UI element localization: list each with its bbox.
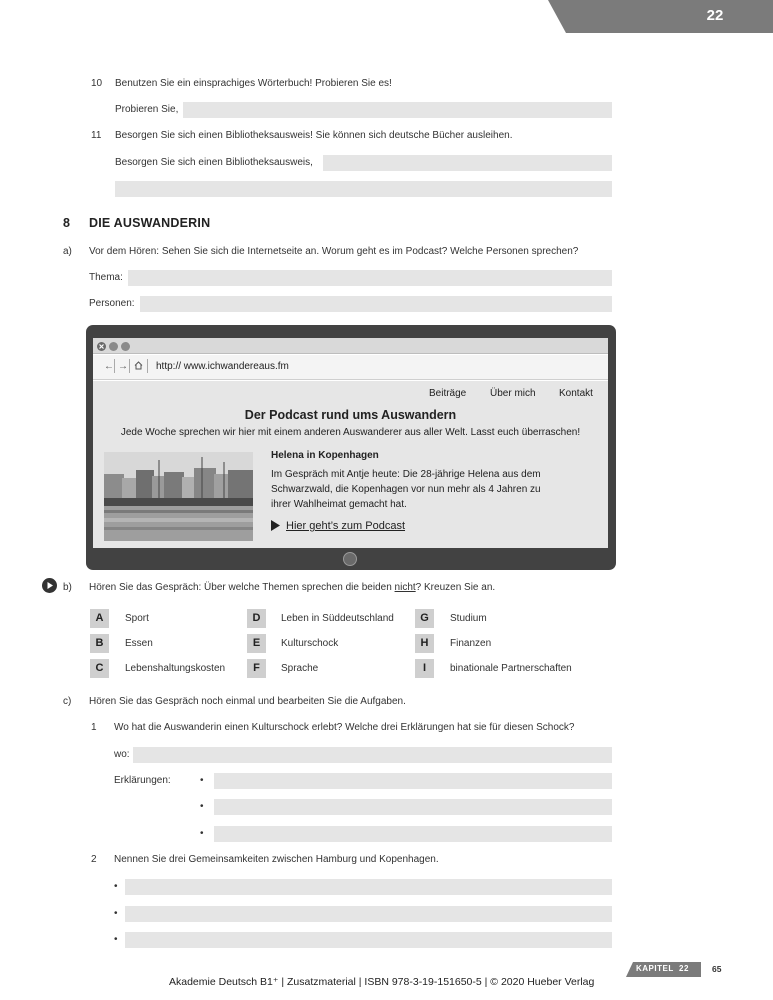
- episode-text-line-1: Im Gespräch mit Antje heute: Die 28-jährige Helena aus dem: [271, 469, 541, 480]
- episode-title: Helena in Kopenhagen: [271, 450, 379, 461]
- question-2-text: Nennen Sie drei Gemeinsamkeiten zwischen Hamburg und Kopenhagen.: [114, 854, 439, 865]
- browser-titlebar: [93, 338, 608, 354]
- podcast-link[interactable]: Hier geht’s zum Podcast: [286, 520, 406, 532]
- footer-credits: Akademie Deutsch B1⁺ | Zusatzmaterial | ISBN 978-3-19-151650-5 | © 2020 Hueber Verlag: [169, 976, 595, 988]
- option-i-box[interactable]: I: [415, 659, 434, 678]
- option-i-text: binationale Partnerschaften: [450, 663, 572, 674]
- part-b-instruction: [89, 582, 495, 593]
- option-a-text: Sport: [125, 613, 149, 624]
- url-text[interactable]: http:// www.ichwandereaus.fm: [156, 361, 289, 372]
- website-headline: Der Podcast rund ums Auswandern: [244, 408, 457, 422]
- home-icon[interactable]: [134, 361, 143, 373]
- nav-link-ueber-mich[interactable]: Über mich: [490, 388, 536, 399]
- bullet: •: [114, 908, 118, 919]
- part-b-label: b): [63, 582, 72, 593]
- copenhagen-photo: [104, 452, 253, 541]
- personen-field[interactable]: [140, 296, 612, 312]
- back-arrow-icon[interactable]: ←: [104, 361, 114, 372]
- question-2-number: 2: [91, 854, 97, 865]
- question-1-text: Wo hat die Auswanderin einen Kulturschock erlebt? Welche drei Erklärungen hat sie für diesen Schock?: [114, 722, 575, 733]
- episode-text-line-2: Schwarzwald, die Kopenhagen vor nun mehr als 4 Jahren zu: [271, 484, 541, 495]
- task-10-prompt: Benutzen Sie ein einsprachiges Wörterbuch! Probieren Sie es!: [115, 78, 392, 89]
- task-10-answer-field[interactable]: [183, 102, 612, 118]
- erklaerung-field-2[interactable]: [214, 799, 612, 815]
- bullet: •: [114, 881, 118, 892]
- option-h-box[interactable]: H: [415, 634, 434, 653]
- gemeinsamkeit-field-1[interactable]: [125, 879, 612, 895]
- option-b-box[interactable]: B: [90, 634, 109, 653]
- thema-label: Thema:: [89, 272, 123, 283]
- wo-label: wo:: [114, 749, 130, 760]
- gemeinsamkeit-field-2[interactable]: [125, 906, 612, 922]
- audio-play-icon[interactable]: [42, 578, 57, 596]
- option-c-box[interactable]: C: [90, 659, 109, 678]
- option-d-text: Leben in Süddeutschland: [281, 613, 394, 624]
- gemeinsamkeit-field-3[interactable]: [125, 932, 612, 948]
- task-11-answer-field-2[interactable]: [115, 181, 612, 197]
- tablet-home-button[interactable]: [343, 552, 357, 566]
- website-subline: Jede Woche sprechen wir hier mit einem anderen Auswanderer aus aller Welt. Lasst euch überraschen!: [120, 427, 581, 438]
- task-10-number: 10: [91, 78, 103, 89]
- minimize-window-icon[interactable]: [109, 342, 118, 351]
- option-d-box[interactable]: D: [247, 609, 266, 628]
- footer-chapter-label: KAPITEL 22: [636, 964, 689, 973]
- task-11-number: 11: [91, 130, 102, 141]
- wo-field[interactable]: [133, 747, 612, 763]
- personen-label: Personen:: [89, 298, 135, 309]
- erklaerungen-label: Erklärungen:: [114, 775, 171, 786]
- bullet: •: [114, 934, 118, 945]
- bullet: •: [200, 828, 204, 839]
- option-e-box[interactable]: E: [247, 634, 266, 653]
- page-number: 65: [712, 964, 722, 974]
- chapter-number: 22: [706, 7, 724, 24]
- instruction-emphasis: nicht: [394, 582, 416, 593]
- maximize-window-icon[interactable]: [121, 342, 130, 351]
- nav-divider: [147, 359, 148, 373]
- forward-arrow-icon[interactable]: →: [118, 361, 128, 372]
- instruction-text: ? Kreuzen Sie an.: [415, 582, 496, 593]
- nav-link-beitraege[interactable]: Beiträge: [429, 388, 467, 399]
- task-11-answer-field-1[interactable]: [323, 155, 612, 171]
- instruction-text: Hören Sie das Gespräch: Über welche Themen sprechen die beiden: [89, 582, 395, 593]
- task-10-answer-start: Probieren Sie,: [115, 104, 179, 115]
- close-window-icon[interactable]: [97, 342, 106, 351]
- section-number: 8: [63, 216, 71, 230]
- option-e-text: Kulturschock: [281, 638, 339, 649]
- option-b-text: Essen: [125, 638, 153, 649]
- part-c-label: c): [63, 696, 72, 707]
- play-triangle-icon: [271, 520, 280, 534]
- erklaerung-field-1[interactable]: [214, 773, 612, 789]
- option-g-text: Studium: [450, 613, 487, 624]
- option-f-text: Sprache: [281, 663, 319, 674]
- thema-field[interactable]: [128, 270, 612, 286]
- part-a-instruction: Vor dem Hören: Sehen Sie sich die Internetseite an. Worum geht es im Podcast? Welche Personen sprechen?: [89, 246, 579, 257]
- nav-divider: [129, 359, 130, 373]
- episode-text-line-3: ihrer Wahlheimat gemacht hat.: [271, 499, 407, 510]
- option-h-text: Finanzen: [450, 638, 492, 649]
- nav-divider: [114, 359, 115, 373]
- task-11-prompt: Besorgen Sie sich einen Bibliotheksausweis! Sie können sich deutsche Bücher ausleihen.: [115, 130, 513, 141]
- option-g-box[interactable]: G: [415, 609, 434, 628]
- erklaerung-field-3[interactable]: [214, 826, 612, 842]
- bullet: •: [200, 801, 204, 812]
- task-11-answer-start: Besorgen Sie sich einen Bibliotheksausweis,: [115, 157, 313, 168]
- option-f-box[interactable]: F: [247, 659, 266, 678]
- section-title: DIE AUSWANDERIN: [89, 216, 211, 230]
- nav-link-kontakt[interactable]: Kontakt: [559, 388, 593, 399]
- part-a-label: a): [63, 246, 72, 257]
- option-a-box[interactable]: A: [90, 609, 109, 628]
- option-c-text: Lebenshaltungskosten: [125, 663, 226, 674]
- part-c-instruction: Hören Sie das Gespräch noch einmal und bearbeiten Sie die Aufgaben.: [89, 696, 406, 707]
- bullet: •: [200, 775, 204, 786]
- question-1-number: 1: [91, 722, 97, 733]
